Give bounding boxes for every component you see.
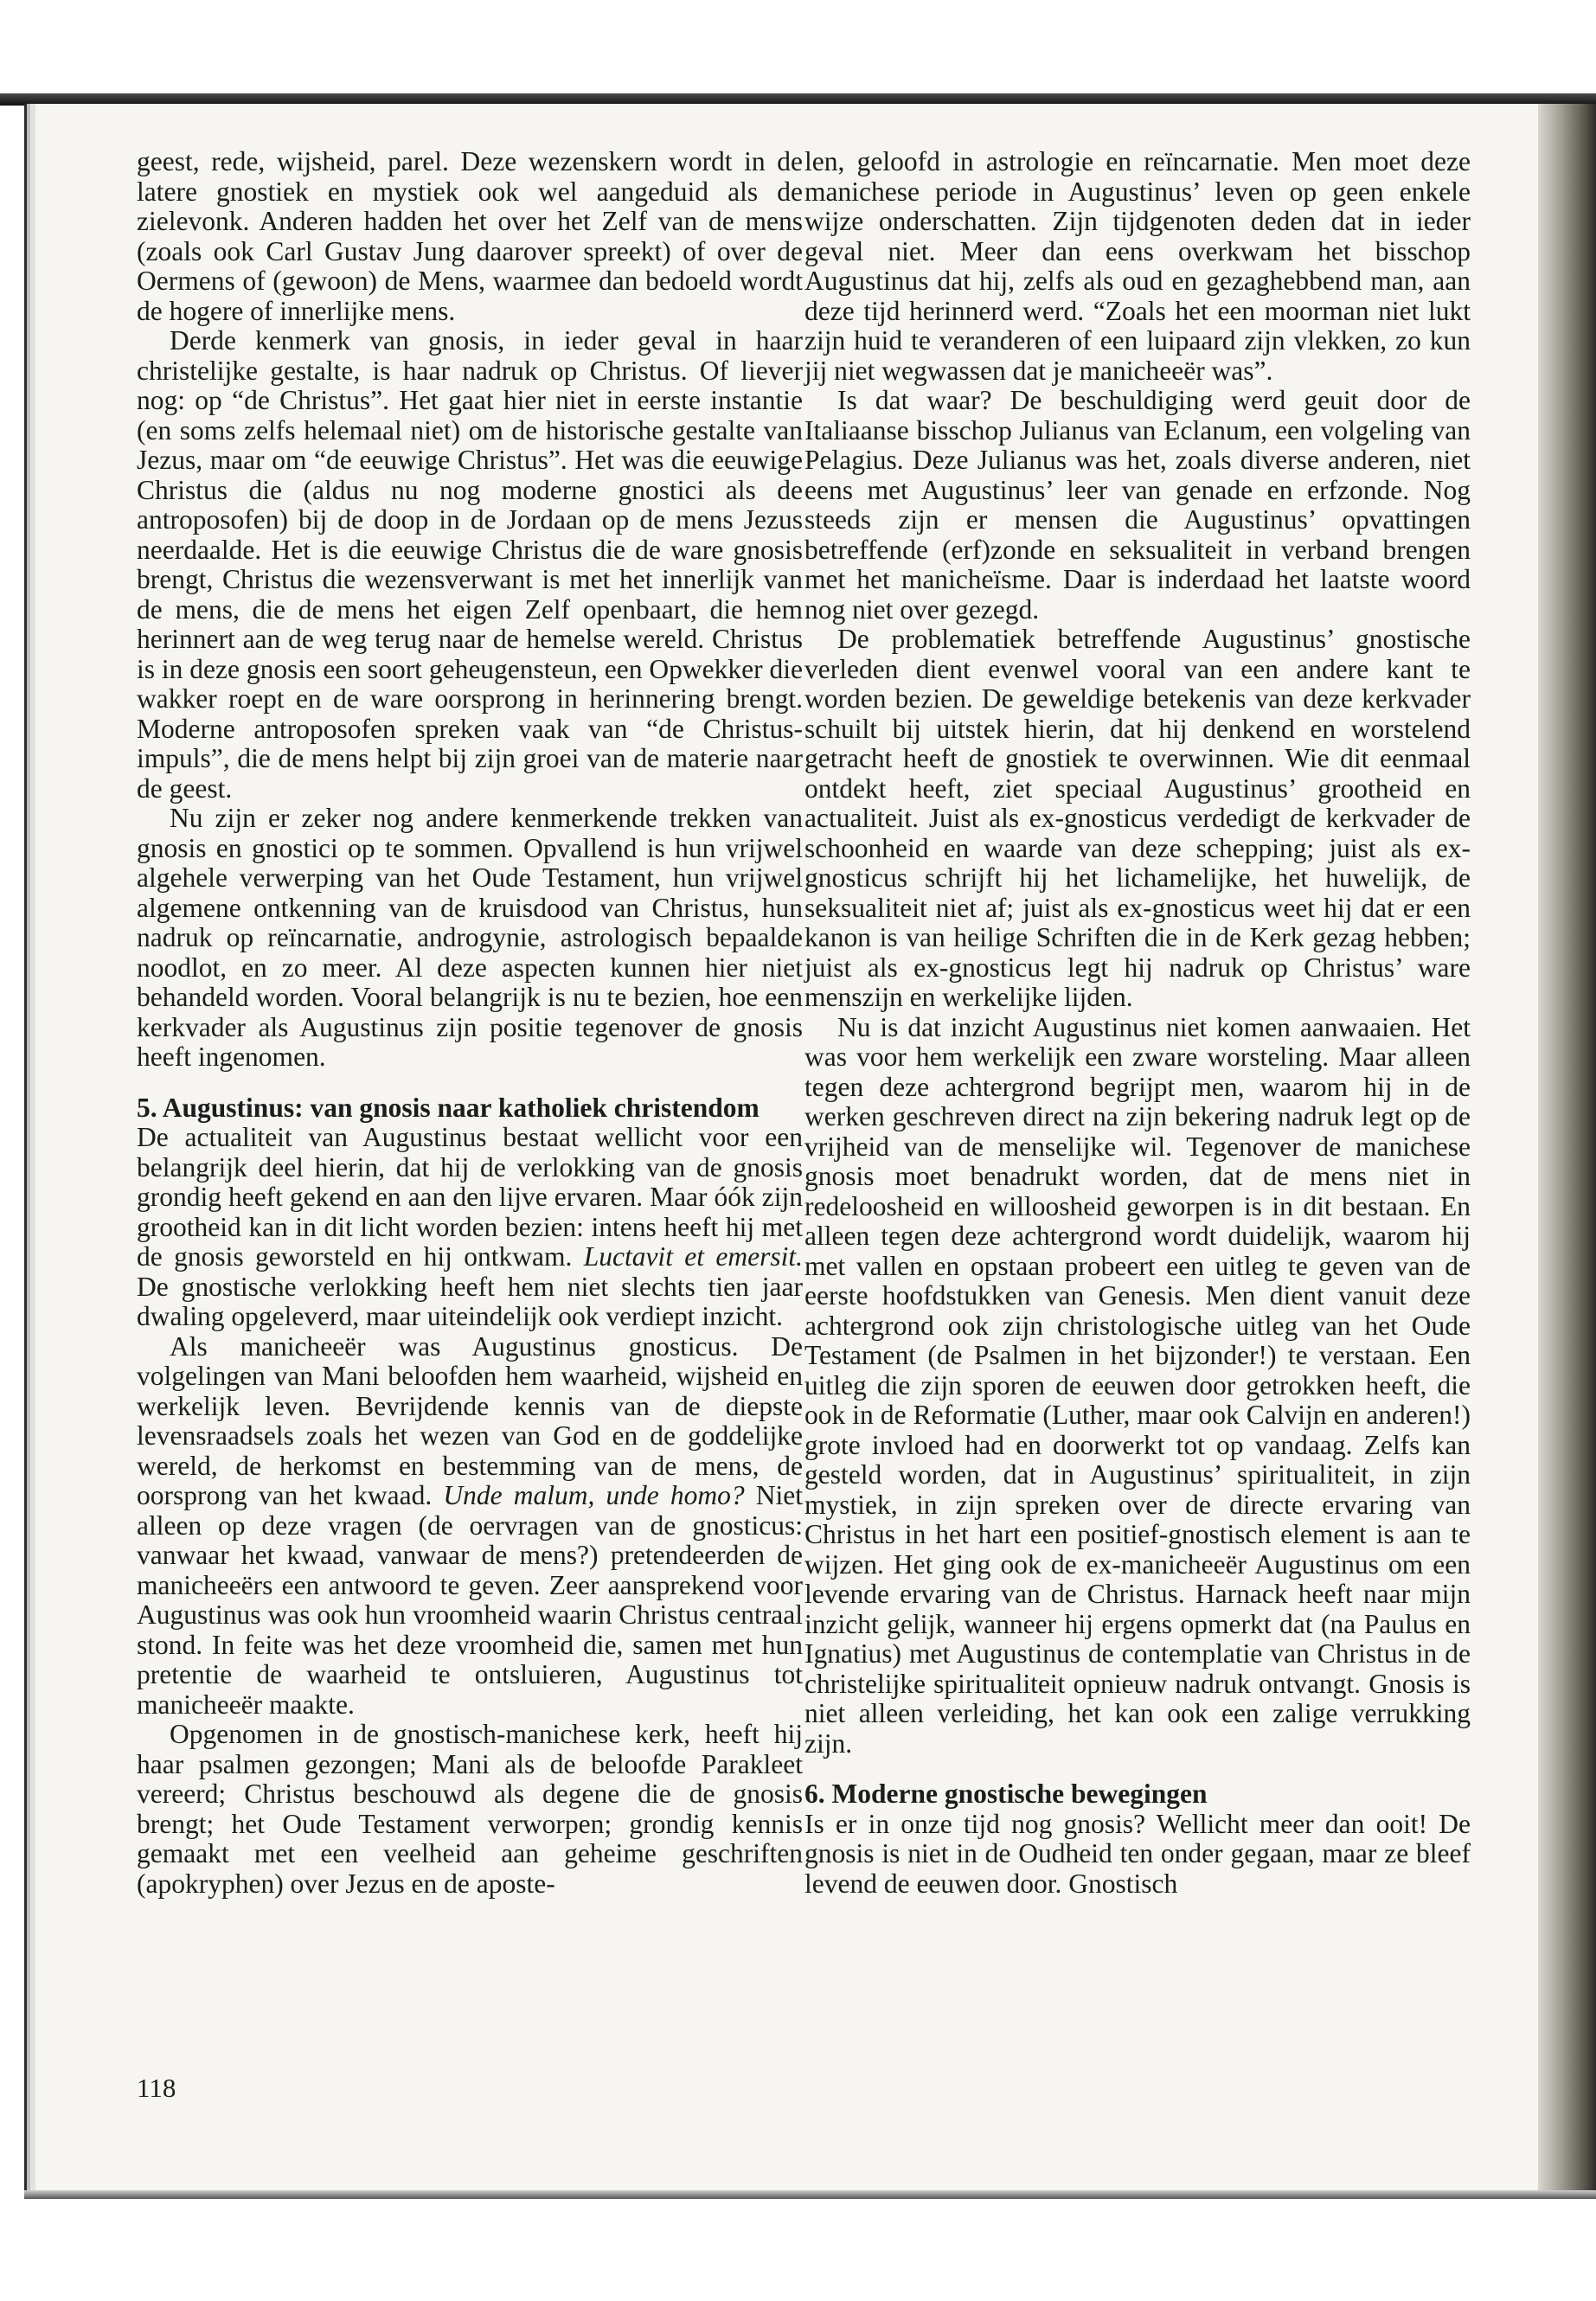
paragraph — [137, 1123, 803, 1332]
paragraph: Nu is dat inzicht Augustinus niet komen aanwaaien. Het was voor hem werkelijk een zware worsteling. Maar alleen tegen deze achtergrond begrijpt men, waarom hij in de werken geschreven direct na zijn bekering nadruk legt op de vrijheid van de menselijke wil. Tegenover de manichese gnosis moet benadrukt worden, dat de mens niet in redeloosheid en willoosheid geworpen is in dit bestaan. En alleen tegen deze achtergrond wordt duidelijk, waarom hij met vallen en opstaan probeert een uitleg te geven van de eerste hoofdstukken van Genesis. Men dient vanuit deze achtergrond ook zijn christologische uitleg van het Oude Testament (de Psalmen in het bijzonder!) te verstaan. Een uitleg die zijn sporen de eeuwen door getrokken heeft, die ook in de Reformatie (Luther, maar ook Calvijn en anderen!) grote invloed had en doorwerkt tot op vandaag. Zelfs kan gesteld worden, dat in Augustinus’ spiritualiteit, in zijn mystiek, in zijn spreken over de directe ervaring van Christus in het hart een positief-gnostisch element is aan te wijzen. Het ging ook de ex-manicheeër Augustinus om een levende ervaring van de Christus. Harnack heeft naar mijn inzicht gelijk, wanneer hij ergens opmerkt dat (na Paulus en Ignatius) met Augustinus de contemplatie van Christus in de christelijke spiritualiteit opnieuw nadruk ontvangt. Gnosis is niet alleen verleiding, het kan ook een zalige verrukking zijn. — [804, 1011, 1471, 1759]
paragraph: Nu zijn er zeker nog andere kenmerkende trekken van gnosis en gnostici op te sommen. Opvallend is hun vrijwel algehele verwerping van het Oude Testament, hun vrijwel algemene ontkenning van de kruisdood van Christus, hun nadruk op reïncarnatie, androgynie, astrologisch bepaalde noodlot, en zo meer. Al deze aspecten kunnen hier niet behandeld worden. Vooral belangrijk is nu te bezien, hoe een kerkvader als Augustinus zijn positie tegenover de gnosis heeft ingenomen. — [137, 803, 803, 1072]
paragraph: Is dat waar? De beschuldiging werd geuit door de Italiaanse bisschop Julianus van Eclanum, een volgeling van Pelagius. Deze Julianus was het, zoals diverse anderen, niet eens met Augustinus’ leer van genade en erfzonde. Nog steeds zijn er mensen die Augustinus’ opvattingen betreffende (erf)zonde en seksualiteit in verband brengen met het manicheïsme. Daar is inderdaad het laatste woord nog niet over gezegd. — [804, 385, 1471, 625]
text-run: De gnostische verlokking heeft hem niet slechts tien jaar dwaling opgeleverd, maar uiteindelijk ook verdiept inzicht. — [137, 1271, 803, 1331]
latin-phrase: Luctavit et emersit. — [583, 1241, 803, 1272]
left-column — [137, 147, 803, 1899]
latin-phrase: Unde malum, unde homo? — [443, 1480, 745, 1510]
paragraph: geest, rede, wijsheid, parel. Deze wezenskern wordt in de latere gnostiek en mystiek ook wel aangeduid als de zielevonk. Anderen hadden het over het Zelf van de mens (zoals ook Carl Gustav Jung daarover spreekt) of over de Oermens of (gewoon) de Mens, waarmee dan bedoeld wordt de hogere of innerlijke mens. — [137, 146, 803, 326]
page-number: 118 — [137, 2073, 176, 2103]
section-heading-5: 5. Augustinus: van gnosis naar katholiek christendom — [137, 1092, 760, 1123]
text-run: De actualiteit van Augustinus bestaat wellicht voor een belangrijk deel hierin, dat hij de verlokking van de gnosis grondig heeft gekend en aan den lijve ervaren. Maar óók zijn grootheid kan in dit licht worden bezien: intens heeft hij met de gnosis geworsteld en hij ontkwam. — [137, 1122, 803, 1272]
right-column — [804, 147, 1471, 1899]
scan-margin — [0, 0, 1596, 102]
text-run: Niet alleen op deze vragen (de oervragen van de gnosticus: vanwaar het kwaad, vanwaar de mens?) pretendeerden de manicheeërs een antwoord te geven. Zeer aansprekend voor Augustinus was ook hun vroomheid waarin Christus centraal stond. In feite was het deze vroomheid die, samen met hun pretentie de waarheid te ontsluieren, Augustinus tot manicheeër maakte. — [137, 1480, 803, 1720]
paragraph: len, geloofd in astrologie en reïncarnatie. Men moet deze manichese periode in Augustinus’ leven op geen enkele wijze onderschatten. Zijn tijdgenoten deden dat in ieder geval niet. Meer dan eens overkwam het bisschop Augustinus dat hij, zelfs als oud en gezaghebbend man, aan deze tijd herinnerd werd. “Zoals het een moorman niet lukt zijn huid te veranderen of een luipaard zijn vlekken, zo kun jij niet wegwassen dat je manicheeër was”. — [804, 146, 1471, 386]
section-heading-6: 6. Moderne gnostische bewegingen — [804, 1779, 1208, 1809]
paragraph: Opgenomen in de gnostisch-manichese kerk, heeft hij haar psalmen gezongen; Mani als de beloofde Parakleet vereerd; Christus beschouwd als degene die de gnosis brengt; het Oude Testament verworpen; grondig kennis gemaakt met een veelheid aan geheime geschriften (apokryphen) over Jezus en de aposte- — [137, 1719, 803, 1899]
paragraph: De problematiek betreffende Augustinus’ gnostische verleden dient evenwel vooral van een andere kant te worden bezien. De geweldige betekenis van deze kerkvader schuilt bij uitstek hierin, dat hij denkend en worstelend getracht heeft de gnostiek te overwinnen. Wie dit eenmaal ontdekt heeft, ziet speciaal Augustinus’ grootheid en actualiteit. Juist als ex-gnosticus verdedigt de kerkvader de schoonheid en waarde van deze schepping; juist als ex-gnosticus schrijft hij het lichamelijke, het huwelijk, de seksualiteit niet af; juist als ex-gnosticus weet hij dat er een kanon is van heilige Schriften die in de Kerk gezag hebben; juist als ex-gnosticus legt hij nadruk op Christus’ ware menszijn en werkelijke lijden. — [804, 624, 1471, 1012]
text-run: Als manicheeër was Augustinus gnosticus. De volgelingen van Mani beloofden hem waarheid, wijsheid en werkelijk leven. Bevrijdende kennis van de diepste levensraadsels zoals het wezen van God en de goddelijke wereld, de herkomst en bestemming van de mens, de oorsprong van het kwaad. — [137, 1330, 803, 1510]
paragraph: Derde kenmerk van gnosis, in ieder geval in haar christelijke gestalte, is haar nadruk op Christus. Of liever nog: op “de Christus”. Het gaat hier niet in eerste instantie (en soms zelfs helemaal niet) om de historische gestalte van Jezus, maar om “de eeuwige Christus”. Het was die eeuwige Christus die (aldus nu nog moderne gnostici als de antroposofen) bij de doop in de Jordaan op de mens Jezus neerdaalde. Het is die eeuwige Christus die de ware gnosis brengt, Christus die wezensverwant is met het innerlijk van de mens, die de mens het eigen Zelf openbaart, die hem herinnert aan de weg terug naar de hemelse wereld. Christus is in deze gnosis een soort geheugensteun, een Opwekker die wakker roept en de ware oorsprong in herinnering brengt. Moderne antroposofen spreken vaak van “de Christus-impuls”, die de mens helpt bij zijn groei van de materie naar de geest. — [137, 325, 803, 804]
page-edge-shadow — [1538, 104, 1596, 2197]
paragraph — [137, 1332, 803, 1721]
page-bottom-edge — [24, 2190, 1596, 2199]
paragraph: Is er in onze tijd nog gnosis? Wellicht meer dan ooit! De gnosis is niet in de Oudheid ten onder gegaan, maar ze bleef levend de eeuwen door. Gnostisch — [804, 1808, 1471, 1899]
